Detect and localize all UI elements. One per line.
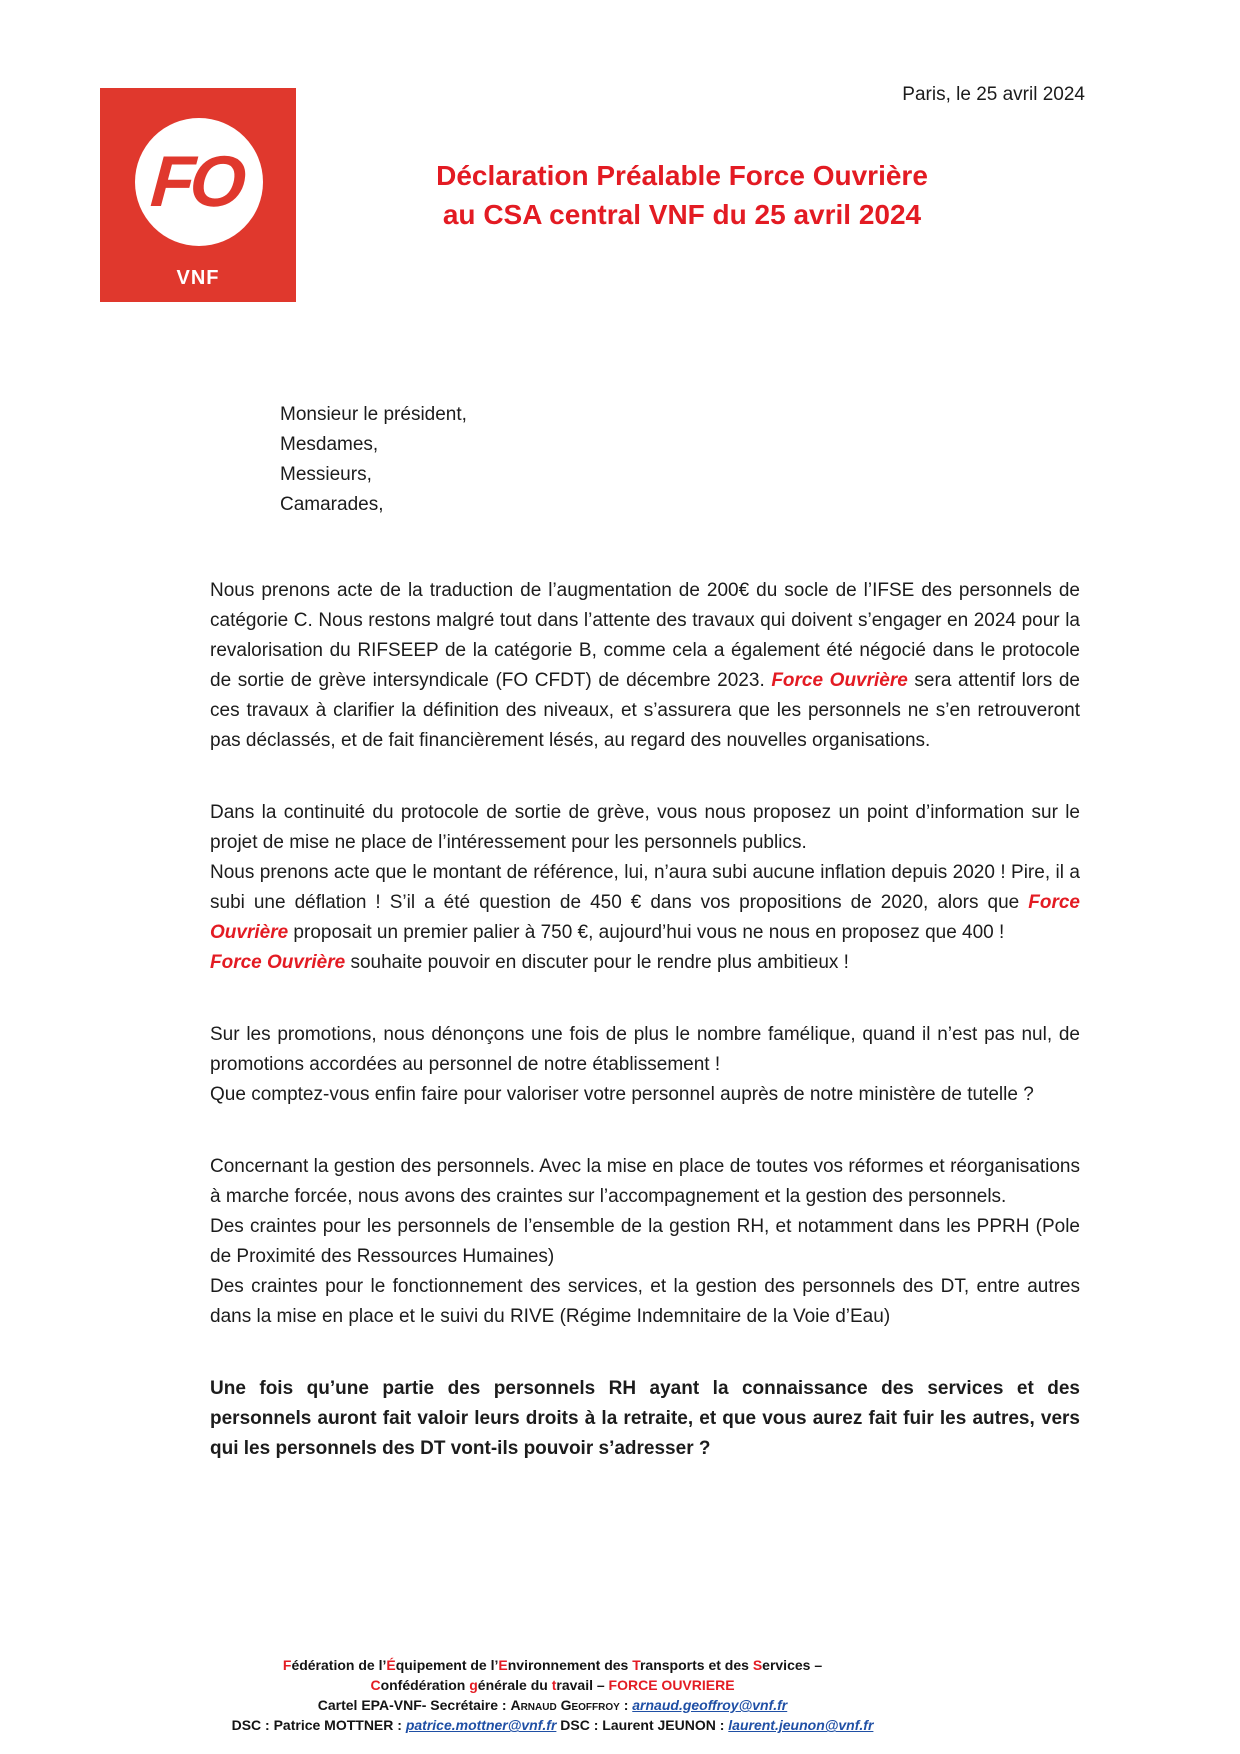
fo-logo-mark — [135, 118, 263, 246]
red-letter: T — [632, 1657, 640, 1673]
letter-body — [210, 400, 1080, 1506]
red-letter: E — [498, 1657, 508, 1673]
red-letter: C — [370, 1677, 381, 1693]
small-caps-name: Arnaud Geoffroy — [510, 1697, 620, 1713]
email-link[interactable]: laurent.jeunon@vnf.fr — [728, 1717, 874, 1733]
red-letter: S — [752, 1657, 763, 1673]
red-letter: É — [386, 1657, 396, 1673]
salutation-line: Messieurs, — [280, 464, 372, 485]
footer-line: Confédération générale du travail – FORCE OUVRIERE — [370, 1677, 735, 1693]
document-title-line2: au CSA central VNF du 25 avril 2024 — [442, 199, 922, 230]
force-ouvriere-emphasis: Force Ouvrière — [210, 892, 1080, 943]
body-paragraph: Dans la continuité du protocole de sortie de grève, vous nous proposez un point d’information sur le projet de mise ne place de l’intéressement pour les personnels publics. Nous prenons acte que le montant de référence, lui, n’aura subi aucune inflation depuis 2020 ! Pire, il a subi une déflation ! S’il a été question de 450 € dans vos propositions de 2020, alors que Force Ouvrière proposait un premier palier à 750 €, aujourd’hui vous ne nous en proposez que 400 ! Force Ouvrière souhaite pouvoir en discuter pour le rendre plus ambitieux ! — [210, 802, 1080, 973]
footer-line: Fédération de l’Équipement de l’Environnement des Transports et des Services – — [282, 1657, 823, 1673]
force-ouvriere-emphasis: Force Ouvrière — [210, 952, 346, 973]
salutation — [280, 400, 1080, 520]
salutation-line: Mesdames, — [280, 434, 379, 455]
page-footer — [0, 1655, 1105, 1735]
date-line: Paris, le 25 avril 2024 — [902, 84, 1085, 105]
logo-fo-text: FO — [148, 142, 244, 222]
red-letter: g — [469, 1677, 478, 1693]
footer-line: DSC : Patrice MOTTNER : patrice.mottner@vnf.fr DSC : Laurent JEUNON : laurent.jeunon@vnf.fr — [231, 1717, 874, 1733]
footer-line: Cartel EPA-VNF- Secrétaire : Arnaud Geoffroy : arnaud.geoffroy@vnf.fr — [317, 1697, 788, 1713]
email-link[interactable]: arnaud.geoffroy@vnf.fr — [632, 1697, 788, 1713]
salutation-line: Camarades, — [280, 494, 384, 515]
document-title — [322, 156, 1042, 234]
logo-vnf-text: VNF — [176, 267, 220, 289]
body-paragraph: Sur les promotions, nous dénonçons une fois de plus le nombre famélique, quand il n’est pas nul, de promotions accordées au personnel de notre établissement ! Que comptez-vous enfin faire pour valoriser votre personnel auprès de notre ministère de tutelle ? — [210, 1024, 1080, 1105]
fo-vnf-logo — [100, 88, 296, 302]
force-ouvriere-emphasis: Force Ouvrière — [771, 670, 908, 691]
letter-paragraphs — [210, 576, 1080, 1464]
email-link[interactable]: patrice.mottner@vnf.fr — [405, 1717, 557, 1733]
salutation-line: Monsieur le président, — [280, 404, 467, 425]
document-title-line1: Déclaration Préalable Force Ouvrière — [436, 160, 928, 191]
body-paragraph: Nous prenons acte de la traduction de l’augmentation de 200€ du socle de l’IFSE des personnels de catégorie C. Nous restons malgré tout dans l’attente des travaux qui doivent s’engager en 2024 pour la revalorisation du RIFSEEP de la catégorie B, comme cela a également été négocié dans le protocole de sortie de grève intersyndicale (FO CFDT) de décembre 2023. Force Ouvrière sera attentif lors de ces travaux à clarifier la définition des niveaux, et s’assurera que les personnels ne s’en retrouveront pas déclassés, et de fait financièrement lésés, au regard des nouvelles organisations. — [210, 580, 1080, 751]
body-paragraph: Concernant la gestion des personnels. Avec la mise en place de toutes vos réformes et réorganisations à marche forcée, nous avons des craintes sur l’accompagnement et la gestion des personnels. Des craintes pour les personnels de l’ensemble de la gestion RH, et notamment dans les PPRH (Pole de Proximité des Ressources Humaines) Des craintes pour le fonctionnement des services, et la gestion des personnels des DT, entre autres dans la mise en place et le suivi du RIVE (Régime Indemnitaire de la Voie d’Eau) — [210, 1156, 1080, 1327]
body-paragraph: Une fois qu’une partie des personnels RH ayant la connaissance des services et des personnels auront fait valoir leurs droits à la retraite, et que vous aurez fait fuir les autres, vers qui les personnels des DT vont-ils pouvoir s’adresser ? — [210, 1378, 1080, 1459]
red-letter: FORCE OUVRIERE — [608, 1677, 735, 1693]
red-letter: t — [551, 1677, 557, 1693]
red-letter: F — [282, 1657, 292, 1673]
